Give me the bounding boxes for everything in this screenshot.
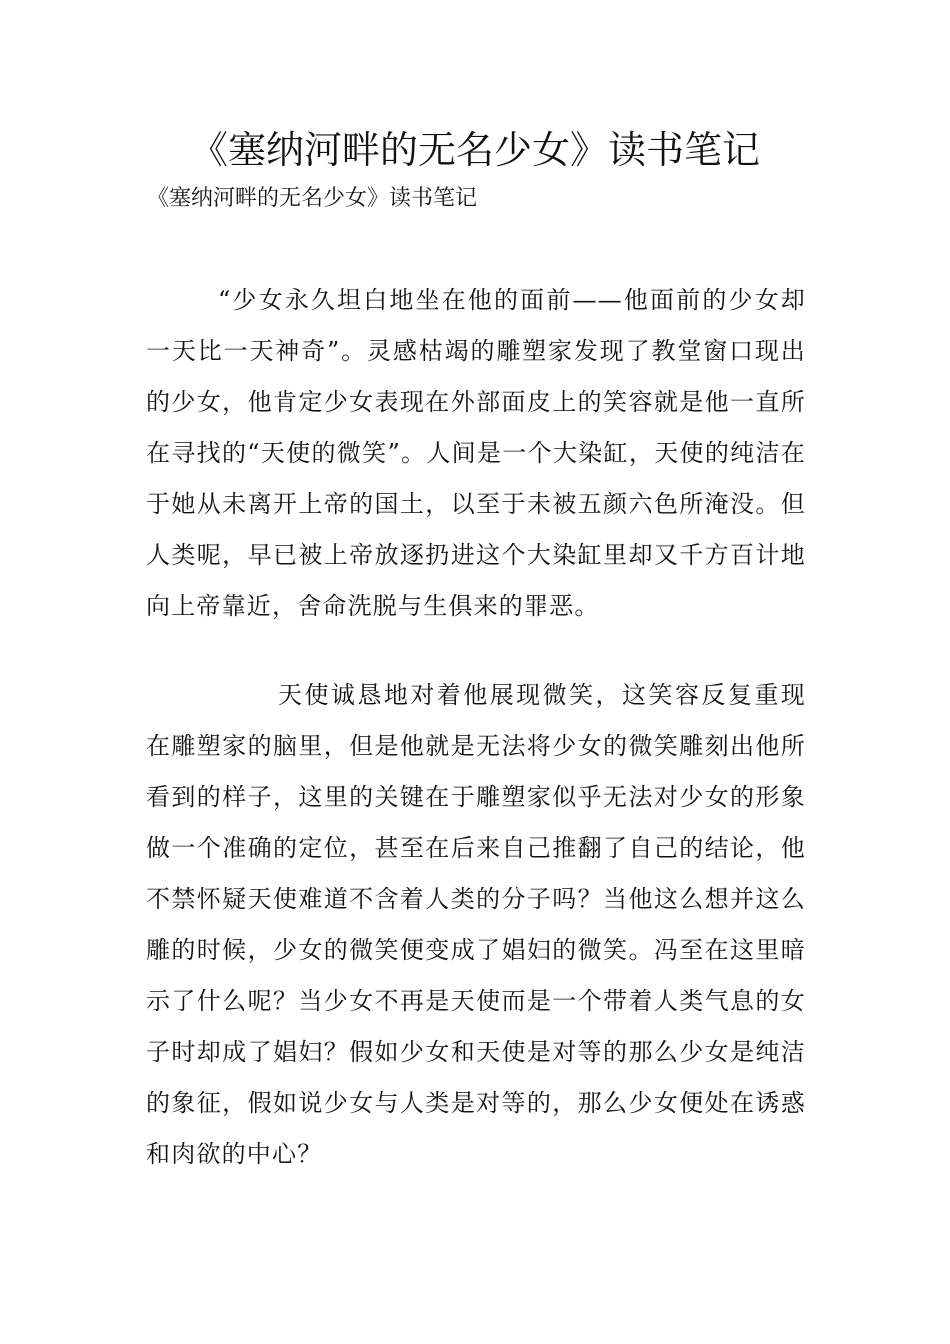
paragraph-1: “少女永久坦白地坐在他的面前——他面前的少女却一天比一天神奇”。灵感枯竭的雕塑家发现了教堂窗口现出的少女，他肯定少女表现在外部面皮上的笑容就是他一直所在寻找的“天使的微笑”。人间是一个大染缸，天使的纯洁在于她从未离开上帝的国土，以至于未被五颜六色所淹没。但人类呢，早已被上帝放逐扔进这个大染缸里却又千方百计地向上帝靠近，舍命洗脱与生俱来的罪恶。 <box>146 286 806 620</box>
paragraph-2: 天使诚恳地对着他展现微笑，这笑容反复重现在雕塑家的脑里，但是他就是无法将少女的微笑雕刻出他所看到的样子，这里的关键在于雕塑家似乎无法对少女的形象做一个准确的定位，甚至在后来自己推翻了自己的结论，他不禁怀疑天使难道不含着人类的分子吗？当他这么想并这么雕的时候，少女的微笑便变成了娼妇的微笑。冯至在这里暗示了什么呢？当少女不再是天使而是一个带着人类气息的女子时却成了娼妇？假如少女和天使是对等的那么少女是纯洁的象征，假如说少女与人类是对等的，那么少女便处在诱惑和肉欲的中心？ <box>146 681 806 1168</box>
document-subtitle: 《塞纳河畔的无名少女》读书笔记 <box>147 186 478 211</box>
document-title: 《塞纳河畔的无名少女》读书笔记 <box>189 128 760 172</box>
